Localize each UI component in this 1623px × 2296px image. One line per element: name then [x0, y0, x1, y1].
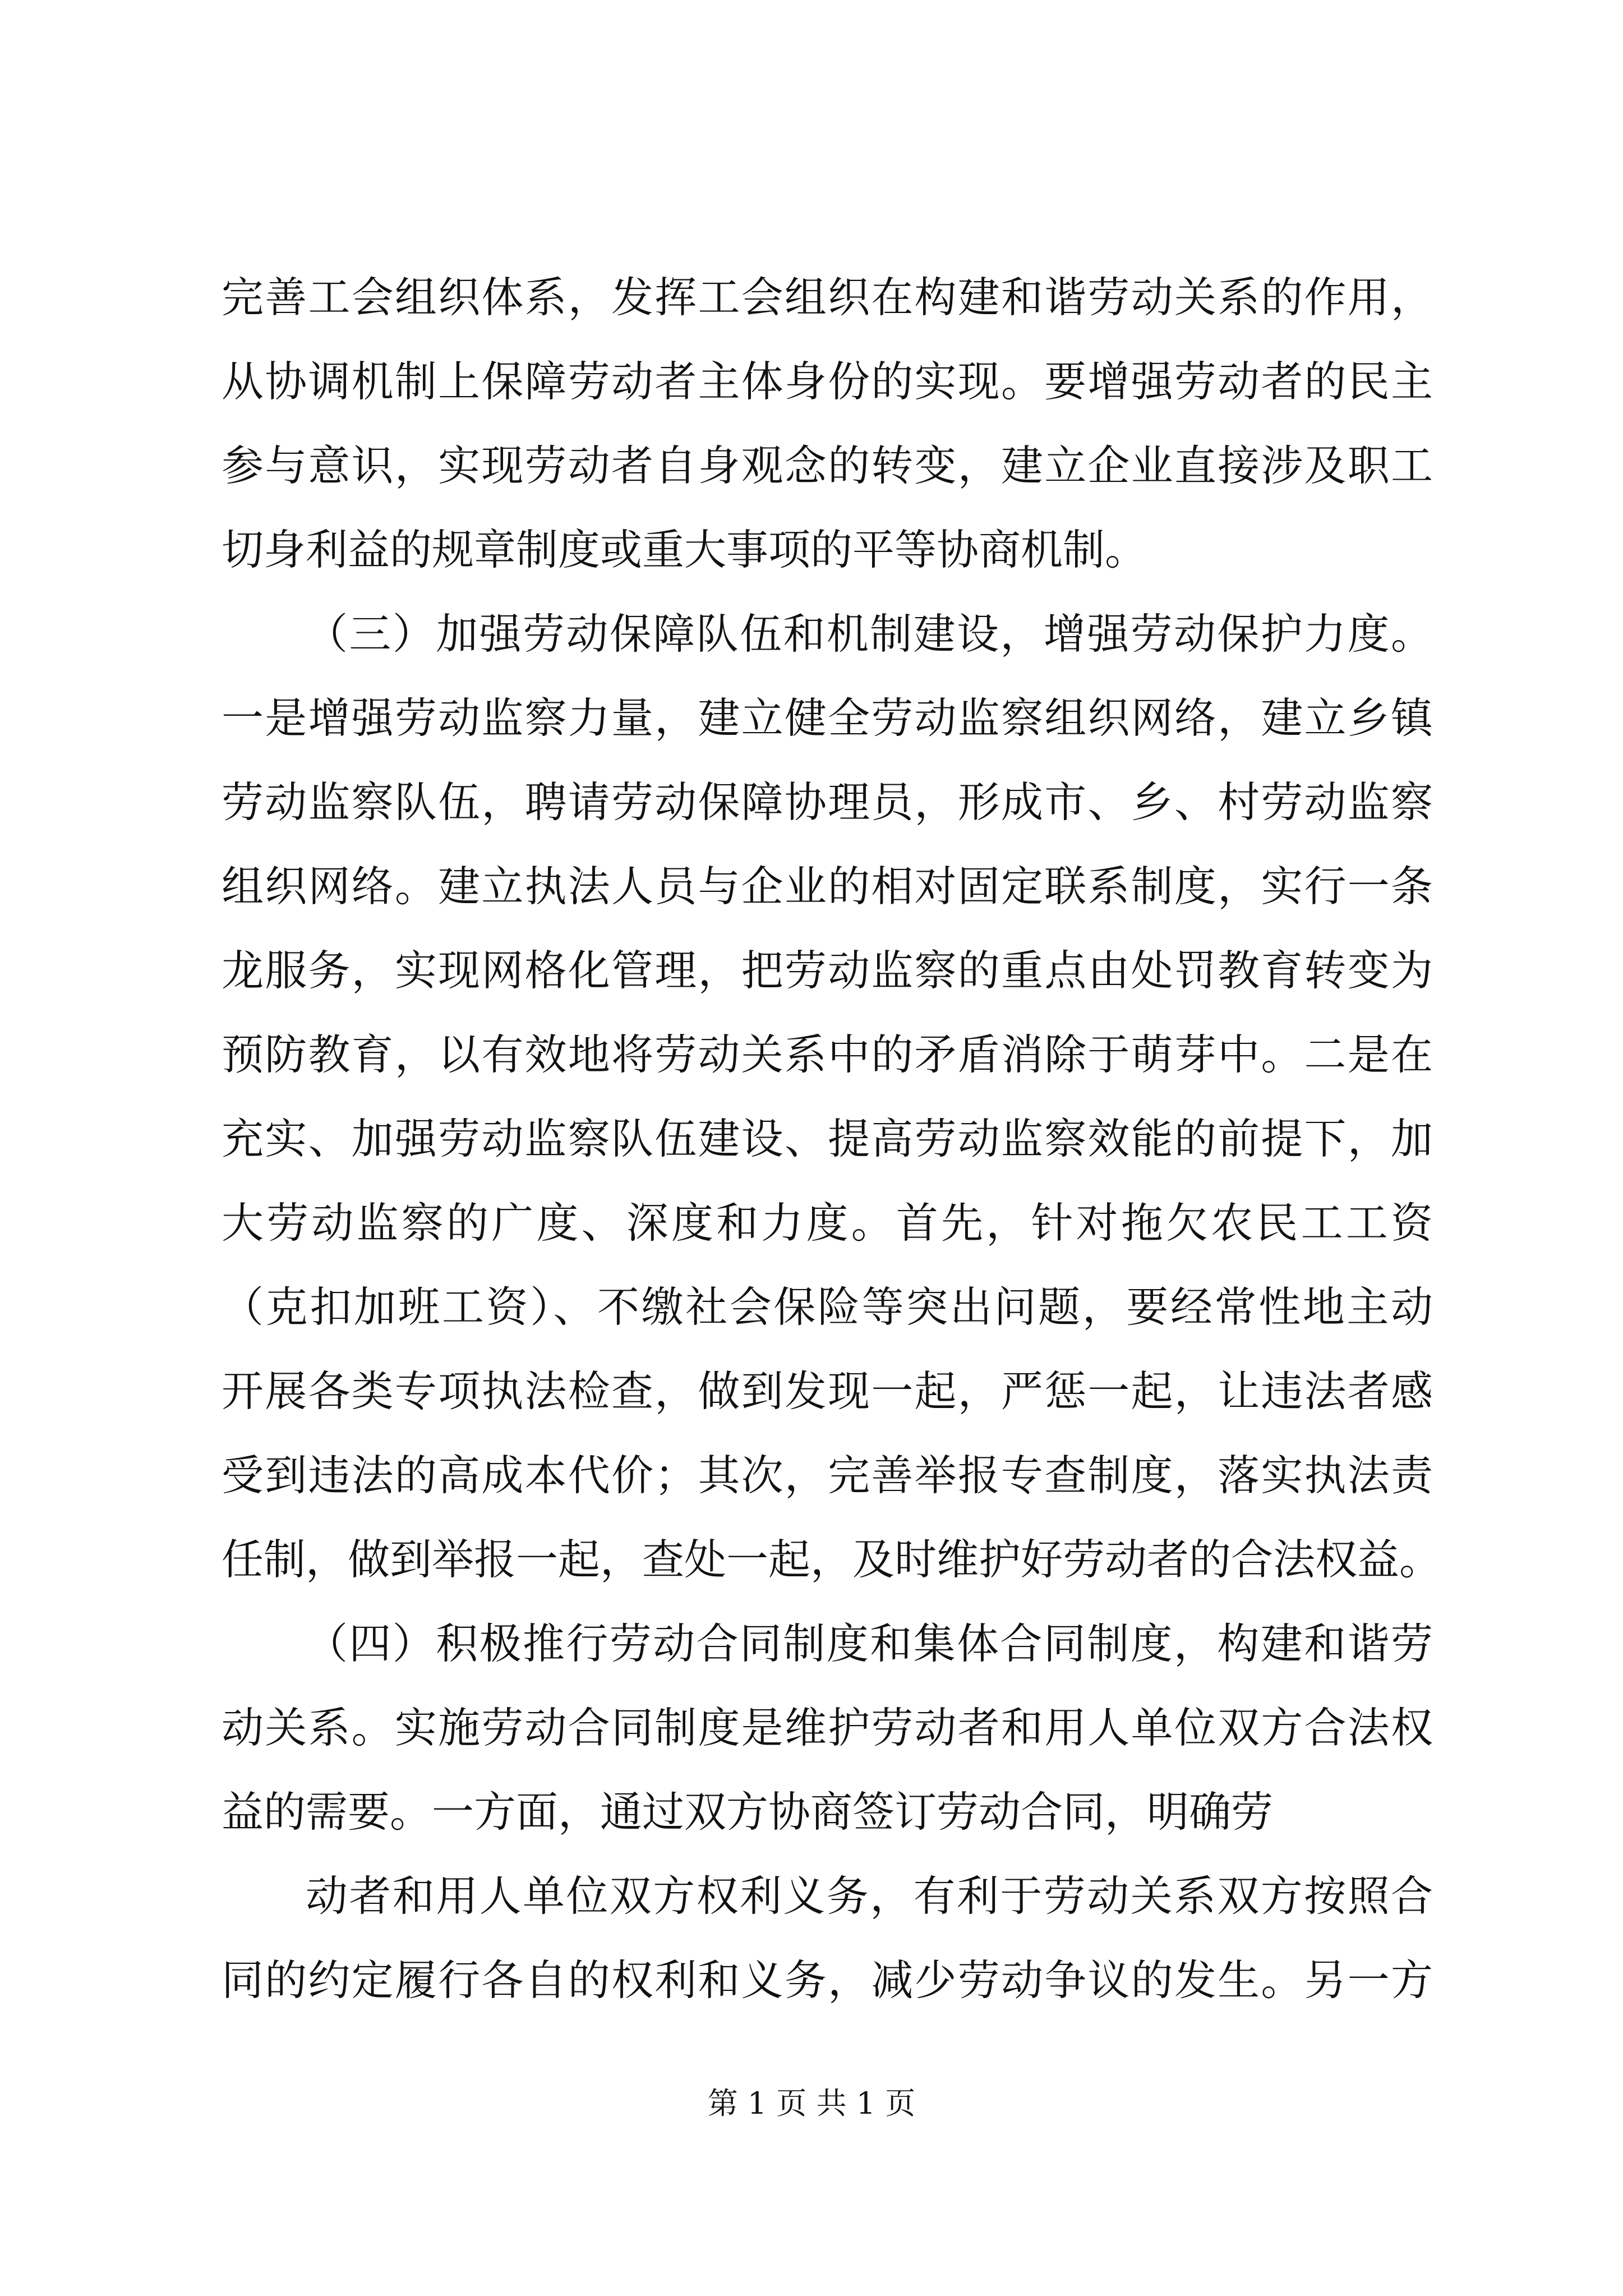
text-line: 益的需要。一方面，通过双方协商签订劳动合同，明确劳	[222, 1787, 1274, 1837]
text-line: 受到违法的高成本代价；其次，完善举报专查制度，落实执法责	[222, 1451, 1433, 1500]
text-line: 龙服务，实现网格化管理，把劳动监察的重点由处罚教育转变为	[222, 946, 1433, 995]
text-line: （克扣加班工资）、不缴社会保险等突出问题，要经常性地主动	[222, 1282, 1433, 1332]
text-line: 任制，做到举报一起，查处一起，及时维护好劳动者的合法权益。	[222, 1535, 1442, 1584]
page-footer: 第 1 页 共 1 页	[707, 2086, 916, 2121]
text-line: 劳动监察队伍，聘请劳动保障协理员，形成市、乡、村劳动监察	[222, 777, 1433, 827]
section-heading: （四）积极推行劳动合同制度和集体合同制度，构建和谐劳	[306, 1619, 1433, 1668]
text-line: 同的约定履行各自的权利和义务，减少劳动争议的发生。另一方	[222, 1955, 1433, 2005]
section-heading: （三）加强劳动保障队伍和机制建设，增强劳动保护力度。	[306, 609, 1433, 659]
text-line: 充实、加强劳动监察队伍建设、提高劳动监察效能的前提下，加	[222, 1114, 1433, 1163]
text-line: 切身利益的规章制度或重大事项的平等协商机制。	[222, 525, 1147, 574]
text-line: 大劳动监察的广度、深度和力度。首先，针对拖欠农民工工资	[222, 1198, 1433, 1248]
text-line: 组织网络。建立执法人员与企业的相对固定联系制度，实行一条	[222, 862, 1433, 911]
text-line: 预防教育，以有效地将劳动关系中的矛盾消除于萌芽中。二是在	[222, 1030, 1433, 1079]
text-line: 参与意识，实现劳动者自身观念的转变，建立企业直接涉及职工	[222, 441, 1433, 490]
text-line: 开展各类专项执法检查，做到发现一起，严惩一起，让违法者感	[222, 1366, 1433, 1416]
text-line: 从协调机制上保障劳动者主体身份的实现。要增强劳动者的民主	[222, 357, 1433, 406]
text-line: 完善工会组织体系，发挥工会组织在构建和谐劳动关系的作用，	[222, 273, 1433, 322]
text-line: 动关系。实施劳动合同制度是维护劳动者和用人单位双方合法权	[222, 1703, 1433, 1752]
text-line: 一是增强劳动监察力量，建立健全劳动监察组织网络，建立乡镇	[222, 693, 1433, 743]
text-line: 动者和用人单位双方权利义务，有利于劳动关系双方按照合	[306, 1871, 1433, 1921]
